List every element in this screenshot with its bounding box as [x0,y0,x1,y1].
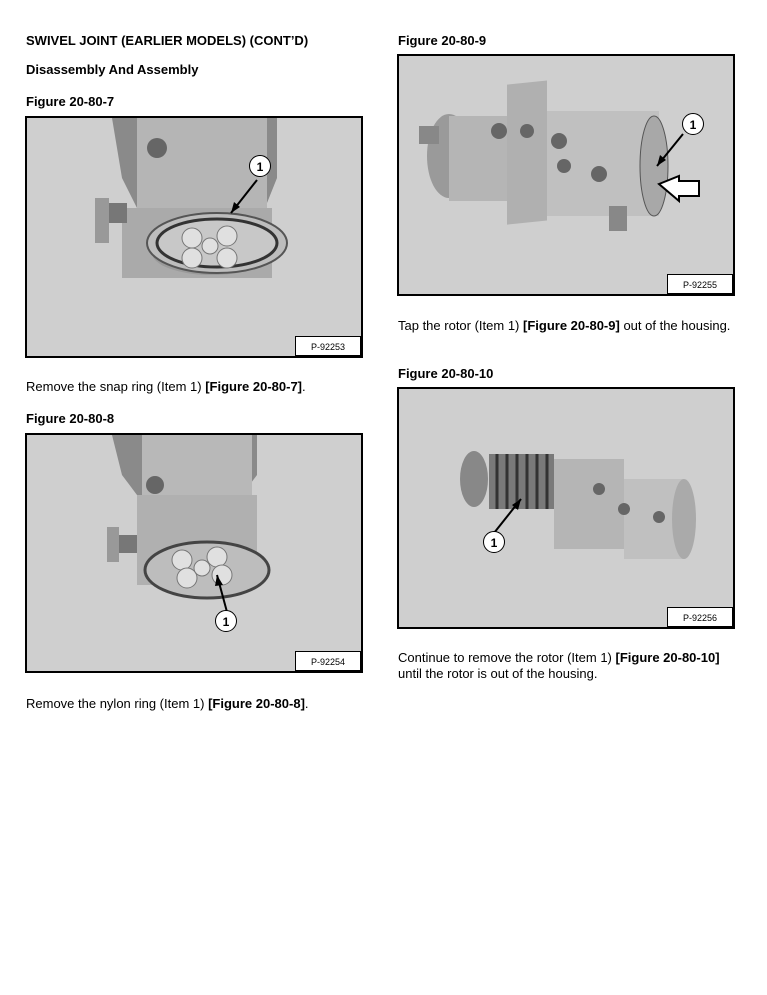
photo-number: P-92253 [295,336,361,356]
figure-label-20-80-9: Figure 20-80-9 [398,33,487,48]
subsection-title: Disassembly And Assembly [26,62,199,77]
instruction-nylon-ring: Remove the nylon ring (Item 1) [Figure 20-80-8]. [26,696,309,711]
figure-photo-20-80-9 [397,54,735,296]
instruction-snap-ring: Remove the snap ring (Item 1) [Figure 20-80-7]. [26,379,306,394]
swivel-joint-end-photo [27,435,363,673]
figure-label-20-80-7: Figure 20-80-7 [26,94,115,109]
callout-item-1: 1 [215,610,237,632]
rotor-removal-photo [399,389,735,629]
instruction-continue-rotor: Continue to remove the rotor (Item 1) [Figure 20-80-10] until the rotor is out of the housing. [398,650,720,681]
callout-item-1: 1 [249,155,271,177]
figure-photo-20-80-10 [397,387,735,629]
photo-number: P-92255 [667,274,733,294]
photo-number: P-92254 [295,651,361,671]
callout-item-1: 1 [682,113,704,135]
figure-photo-20-80-8 [25,433,363,673]
swivel-joint-side-photo [399,56,735,296]
figure-label-20-80-8: Figure 20-80-8 [26,411,115,426]
callout-item-1: 1 [483,531,505,553]
swivel-joint-end-photo [27,118,363,358]
section-title: SWIVEL JOINT (EARLIER MODELS) (CONT’D) [26,33,309,48]
figure-label-20-80-10: Figure 20-80-10 [398,366,494,381]
photo-number: P-92256 [667,607,733,627]
figure-photo-20-80-7 [25,116,363,358]
instruction-tap-rotor: Tap the rotor (Item 1) [Figure 20-80-9] out of the housing. [398,318,731,333]
